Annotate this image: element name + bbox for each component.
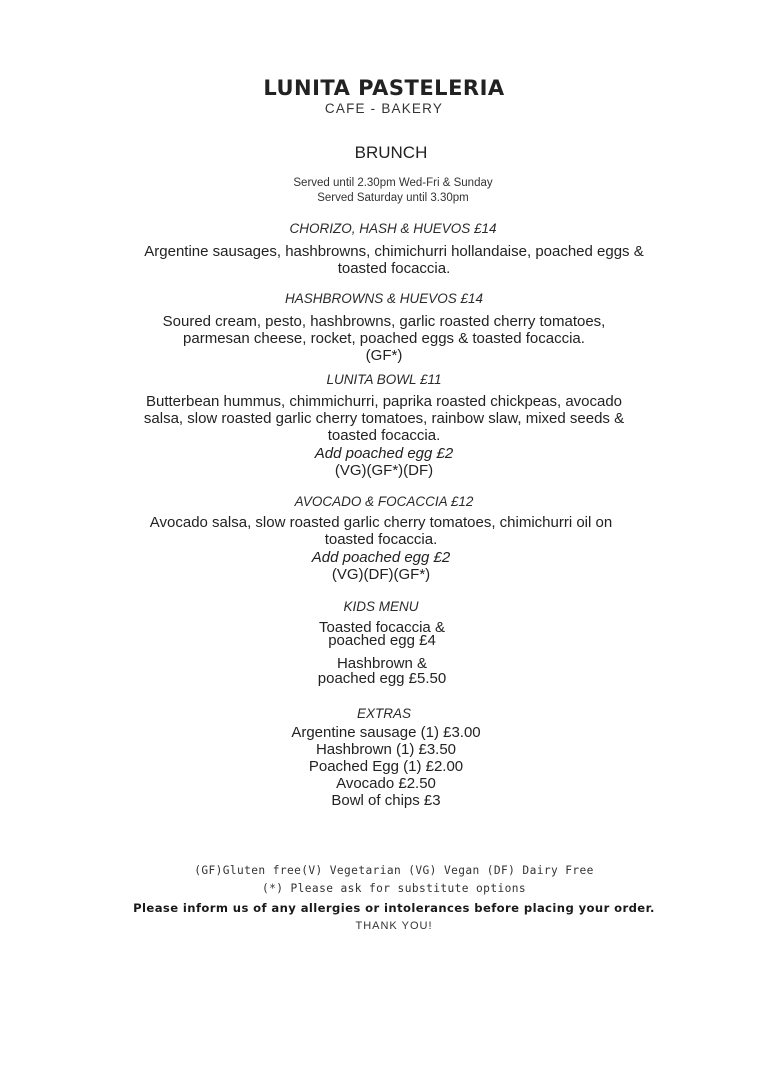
brand-name: LUNITA PASTELERIA bbox=[263, 76, 505, 100]
kids-menu-title: KIDS MENU bbox=[343, 599, 419, 614]
extras-list bbox=[0, 724, 768, 809]
extras-line: Hashbrown (1) £3.50 bbox=[315, 741, 457, 758]
section-title: BRUNCH bbox=[354, 143, 428, 162]
extras-line: Argentine sausage (1) £3.00 bbox=[291, 724, 481, 741]
item-name: CHORIZO, HASH & HUEVOS £14 bbox=[289, 221, 497, 236]
allergy-notice: Please inform us of any allergies or intolerances before placing your order. bbox=[133, 901, 655, 915]
extras-line: Bowl of chips £3 bbox=[331, 792, 441, 809]
kids-item-line: poached egg £5.50 bbox=[317, 670, 447, 687]
description-line: toasted focaccia. bbox=[324, 531, 438, 548]
kids-item-line: Toasted focaccia & bbox=[319, 619, 445, 636]
description-line: toasted focaccia. bbox=[327, 427, 441, 444]
kids-item bbox=[0, 621, 764, 647]
description-line: parmesan cheese, rocket, poached eggs & toasted focaccia. bbox=[183, 330, 585, 347]
extras-line: Poached Egg (1) £2.00 bbox=[308, 758, 464, 775]
thank-you: THANK YOU! bbox=[355, 920, 433, 932]
serving-time-saturday: Served Saturday until 3.30pm bbox=[317, 191, 469, 204]
description-line: Soured cream, pesto, hashbrowns, garlic roasted cherry tomatoes, bbox=[162, 313, 606, 330]
brand-tagline: CAFE - BAKERY bbox=[324, 101, 444, 116]
dietary-legend: (GF)Gluten free(V) Vegetarian (VG) Vegan (DF) Dairy Free bbox=[194, 864, 594, 877]
kids-item-line: poached egg £4 bbox=[328, 632, 436, 649]
dietary-tags: (GF*) bbox=[365, 347, 403, 364]
addon-text: Add poached egg £2 bbox=[314, 445, 454, 462]
item-description bbox=[0, 393, 768, 479]
addon-text: Add poached egg £2 bbox=[311, 549, 451, 566]
dietary-tags: (VG)(GF*)(DF) bbox=[334, 462, 434, 479]
item-description bbox=[0, 243, 768, 277]
item-name: LUNITA BOWL £11 bbox=[326, 372, 442, 387]
item-description bbox=[0, 514, 762, 583]
description-line: salsa, slow roasted garlic cherry tomatoes, rainbow slaw, mixed seeds & bbox=[143, 410, 625, 427]
kids-item-line: Hashbrown & bbox=[336, 655, 428, 672]
description-line: toasted focaccia. bbox=[337, 260, 451, 277]
item-description bbox=[0, 313, 768, 364]
item-name: AVOCADO & FOCACCIA £12 bbox=[294, 494, 474, 509]
item-name: HASHBROWNS & HUEVOS £14 bbox=[284, 291, 484, 306]
kids-item bbox=[0, 656, 764, 686]
description-line: Avocado salsa, slow roasted garlic cherry tomatoes, chimichurri oil on bbox=[149, 514, 613, 531]
extras-title: EXTRAS bbox=[356, 706, 411, 721]
description-line: Argentine sausages, hashbrowns, chimichurri hollandaise, poached eggs & bbox=[144, 243, 644, 260]
serving-time-weekday: Served until 2.30pm Wed-Fri & Sunday bbox=[293, 177, 493, 189]
extras-line: Avocado £2.50 bbox=[336, 775, 436, 792]
description-line: Butterbean hummus, chimmichurri, paprika roasted chickpeas, avocado bbox=[145, 393, 623, 410]
serving-times bbox=[0, 176, 768, 205]
substitute-note: (*) Please ask for substitute options bbox=[261, 882, 526, 895]
dietary-tags: (VG)(DF)(GF*) bbox=[331, 566, 431, 583]
